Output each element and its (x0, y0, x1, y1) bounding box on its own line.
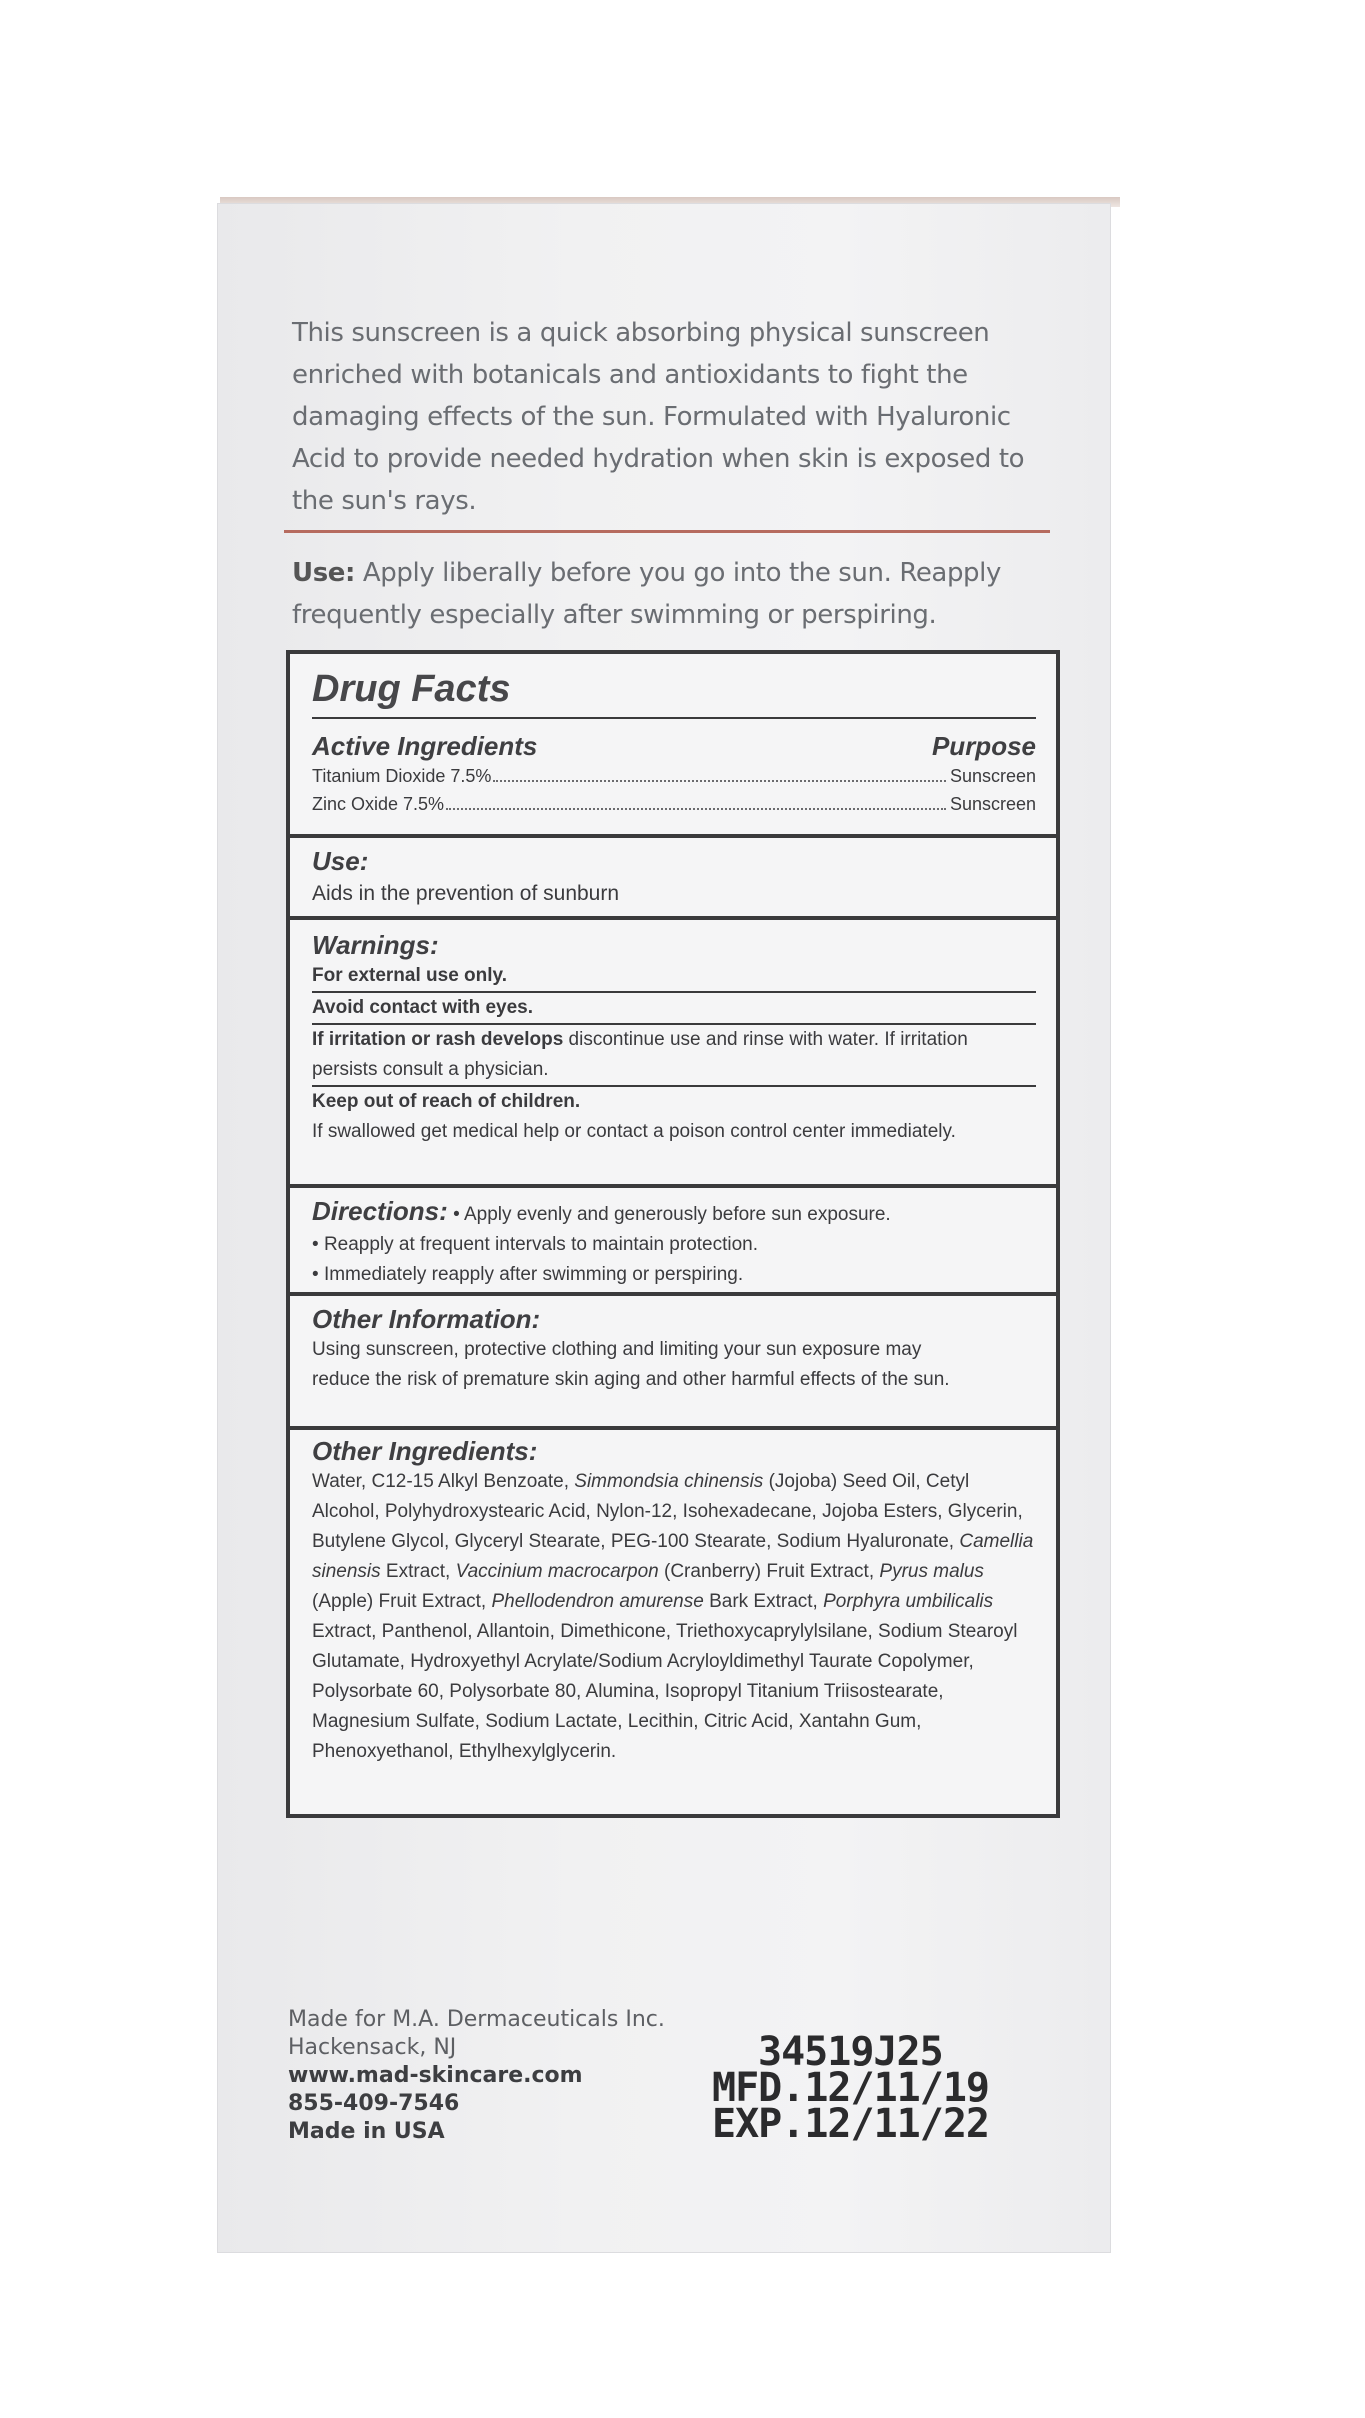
other-information-text: Using sunscreen, protective clothing and limiting your sun exposure may reduce the risk of premature skin aging and other harmful effects of the sun. (312, 1339, 950, 1390)
warning-children-bold: Keep out of reach of children. (312, 1091, 581, 1112)
active-ingredient-purpose: Sunscreen (949, 794, 1036, 814)
warning-eyes: Avoid contact with eyes. (312, 997, 534, 1018)
intro-description: This sunscreen is a quick absorbing physical sunscreen enriched with botanicals and antioxidants to fight the damaging effects of the sun. Formulated with Hyaluronic Acid to provide needed hydration when skin is exposed to the sun's rays. (292, 318, 1025, 516)
direction-text: Immediately reapply after swimming or perspiring. (323, 1264, 744, 1285)
manufacture-date: MFD.12/11/19 (712, 2065, 989, 2111)
drug-facts-panel (286, 650, 1060, 1818)
active-ingredient-row (312, 790, 1036, 818)
ingredients-latin: Vaccinium macrocarpon (455, 1561, 659, 1582)
warning-irritation-text: discontinue use and rinse with water. If irritation persists consult a physician. (312, 1029, 968, 1080)
active-ingredient-name: Zinc Oxide 7.5% (312, 794, 445, 814)
ingredients-text: Extract, (380, 1561, 456, 1582)
active-ingredients-section (290, 654, 1056, 838)
direction-line-2 (312, 1230, 1036, 1260)
active-ingredient-purpose: Sunscreen (949, 766, 1036, 786)
lot-date-stamp (712, 2029, 989, 2147)
warnings-section (290, 920, 1056, 1188)
bullet-icon: • (312, 1264, 324, 1285)
ingredients-text: Extract, Panthenol, Allantoin, Dimethicone, Triethoxycaprylylsilane, Sodium Stearoyl Glutamate, Hydroxyethyl Acrylate/Sodium Acryloyldimethyl Taurate Copolymer, Polysorbate 60, Polysorbate 80, Alumina, Isopropyl Titanium Triisostearate, Magnesium Sulfate, Sodium Lactate, Lecithin, Citric Acid, Xantahn Gum, Phenoxyethanol, Ethylhexylglycerin. (312, 1621, 1018, 1762)
warning-external-use: For external use only. (312, 965, 507, 986)
directions-section (290, 1188, 1056, 1296)
directions-header: Directions: (312, 1196, 448, 1226)
leader-dots (493, 780, 946, 782)
bullet-icon: • (312, 1234, 324, 1255)
warning-irritation (312, 1025, 1036, 1085)
ingredients-latin: Porphyra umbilicalis (823, 1591, 994, 1612)
use-statement (292, 552, 1062, 636)
ingredients-text: (Cranberry) Fruit Extract, (658, 1561, 880, 1582)
city: Hackensack, NJ (288, 2035, 457, 2060)
other-ingredients-section (290, 1430, 1056, 1814)
other-information-header: Other Information: (312, 1304, 541, 1334)
ingredients-text: Bark Extract, (703, 1591, 824, 1612)
ingredients-latin: Phellodendron amurense (491, 1591, 704, 1612)
drug-facts-title: Drug Facts (312, 668, 511, 710)
ingredients-latin: Simmondsia chinensis (574, 1471, 764, 1492)
made-in: Made in USA (288, 2119, 445, 2144)
ingredients-text: Water, C12-15 Alkyl Benzoate, (312, 1471, 575, 1492)
use-header: Use: (312, 846, 369, 876)
use-description: Aids in the prevention of sunburn (312, 882, 620, 905)
title-rule (312, 717, 1036, 719)
warning-irritation-bold: If irritation or rash develops (312, 1029, 564, 1050)
expiry-date: EXP.12/11/22 (712, 2101, 989, 2147)
ingredients-text: (Apple) Fruit Extract, (312, 1591, 492, 1612)
active-ingredient-name: Titanium Dioxide 7.5% (312, 766, 492, 786)
lot-number: 34519J25 (758, 2029, 943, 2075)
phone-number: 855-409-7546 (288, 2091, 460, 2116)
ingredients-latin: Pyrus malus (879, 1561, 984, 1582)
made-for: Made for M.A. Dermaceuticals Inc. (288, 2007, 665, 2032)
warning-children-text: If swallowed get medical help or contact a poison control center immediately. (312, 1121, 956, 1142)
other-ingredients-list (312, 1467, 1036, 1767)
use-section (290, 838, 1056, 920)
active-ingredient-row (312, 762, 1036, 790)
warnings-header: Warnings: (312, 930, 439, 960)
ingredients-text: (Jojoba) Seed Oil, Cetyl Alcohol, Polyhydroxystearic Acid, Nylon-12, Isohexadecane, Jojoba Esters, Glycerin, Butylene Glycol, Glyceryl Stearate, PEG-100 Stearate, Sodium Hyaluronate, (312, 1471, 1023, 1552)
manufacturer-info (288, 2006, 665, 2146)
website-link: www.mad-skincare.com (288, 2063, 583, 2088)
active-ingredients-header: Active Ingredients (312, 731, 538, 761)
ingredients-latin: Camellia sinensis (312, 1531, 1034, 1582)
accent-divider (284, 530, 1050, 533)
leader-dots (446, 808, 946, 810)
direction-text: Apply evenly and generously before sun exposure. (463, 1204, 891, 1225)
purpose-header: Purpose (931, 731, 1036, 761)
direction-text: Reapply at frequent intervals to maintain protection. (323, 1234, 759, 1255)
other-ingredients-header: Other Ingredients: (312, 1436, 538, 1466)
other-information-section (290, 1296, 1056, 1430)
use-label: Use: (292, 558, 356, 588)
bullet-icon: • (447, 1204, 464, 1225)
direction-line-3 (312, 1260, 1036, 1290)
direction-line-1 (312, 1196, 1036, 1230)
use-text: Apply liberally before you go into the sun. Reapply frequently especially after swimming or perspiring. (292, 558, 1001, 630)
